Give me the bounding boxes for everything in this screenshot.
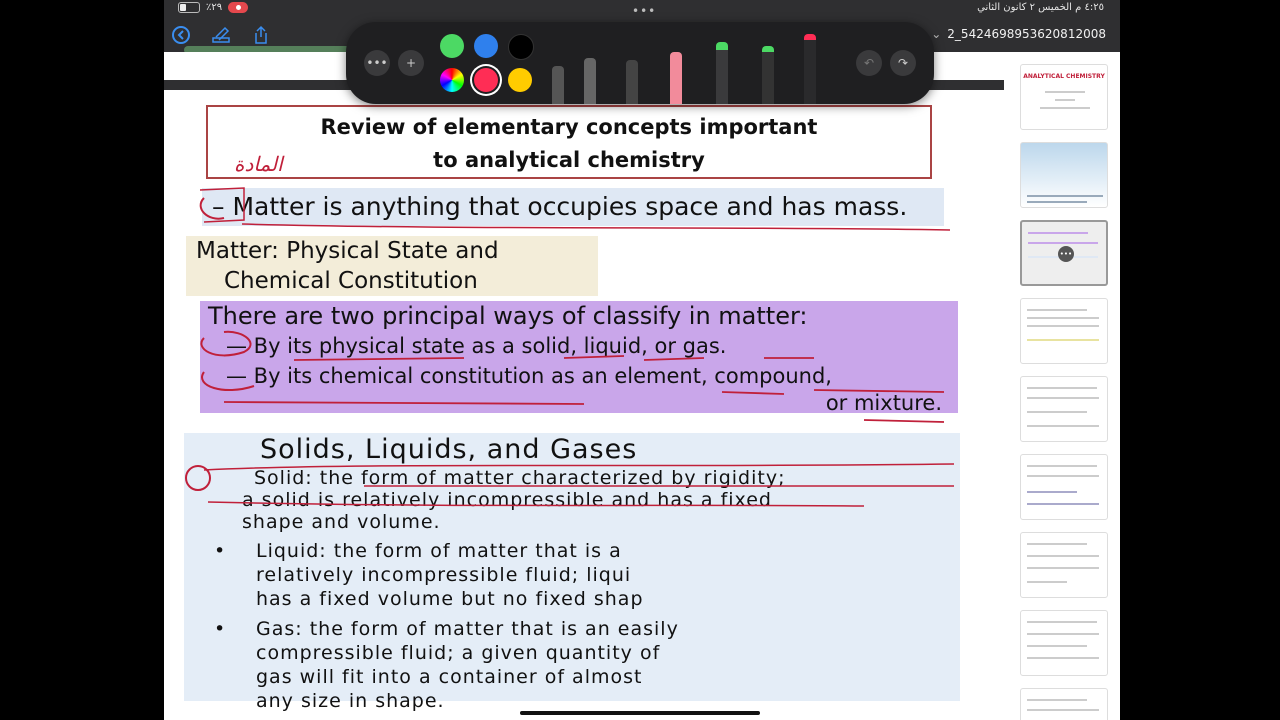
matter-definition: – Matter is anything that occupies space and has mass. [202, 188, 944, 226]
thumbnail-page-2[interactable] [1020, 142, 1108, 208]
classification-box [200, 301, 958, 413]
thumbnail-page-6[interactable] [1020, 454, 1108, 520]
handwritten-arabic-note: المادة [234, 152, 283, 176]
solid-line2: a solid is relatively incompressible and has a fixed [242, 489, 772, 511]
classify-item-chemical: — By its chemical constitution as an element, compound, [226, 364, 832, 388]
battery-icon [178, 2, 200, 13]
solid-line1: Solid: the form of matter characterized by rigidity; [254, 467, 786, 489]
file-name-text: 2_5424698953620812008 [947, 27, 1106, 41]
add-button[interactable]: + [398, 50, 424, 76]
classify-heading: There are two principal ways of classify in matter: [208, 302, 808, 330]
color-yellow-swatch[interactable] [508, 68, 532, 92]
states-heading: Solids, Liquids, and Gases [260, 434, 638, 465]
pen-toolbar [346, 22, 934, 104]
liquid-line3: has a fixed volume but no fixed shap [256, 588, 644, 610]
status-left [178, 2, 248, 13]
matter-heading-line2: Chemical Constitution [224, 268, 478, 294]
pdf-page[interactable] [164, 90, 1004, 720]
thumbnail-title: ANALYTICAL CHEMISTRY [1023, 73, 1105, 80]
slide-title [206, 105, 932, 179]
thumbnail-page-3[interactable] [1020, 220, 1108, 286]
thumbnail-page-4[interactable] [1020, 298, 1108, 364]
gas-line1: • Gas: the form of matter that is an easily [256, 618, 679, 640]
battery-percent: ٪٢٩ [206, 2, 223, 13]
thumbnail-more-icon[interactable]: ••• [1058, 246, 1074, 262]
share-icon[interactable] [250, 24, 272, 46]
states-of-matter-box [184, 433, 960, 712]
color-green-swatch[interactable] [440, 34, 464, 58]
color-wheel-icon[interactable] [440, 68, 464, 92]
liquid-line2: relatively incompressible fluid; liqui [256, 564, 632, 586]
thumbnail-page-8[interactable] [1020, 610, 1108, 676]
undo-icon[interactable]: ↶ [856, 50, 882, 76]
gas-definition [234, 617, 960, 713]
thumbnail-page-1[interactable] [1020, 64, 1108, 130]
pen-tool[interactable] [552, 66, 564, 104]
file-name[interactable] [931, 27, 1106, 41]
highlighter-tool[interactable] [716, 42, 728, 104]
classify-item-physical: — By its physical state as a solid, liquid, or gas. [226, 334, 727, 358]
color-black-swatch[interactable] [508, 34, 534, 60]
status-time-date: ٤:٢٥ م الخميس ٢ كانون الثاني [977, 2, 1104, 13]
liquid-line1: • Liquid: the form of matter that is a [256, 540, 622, 562]
color-red-swatch-selected[interactable] [474, 68, 498, 92]
multitask-dots[interactable]: ••• [632, 4, 657, 18]
chevron-down-icon[interactable]: ⌄ [931, 27, 942, 41]
back-icon[interactable] [170, 24, 192, 46]
fountain-pen-tool[interactable] [804, 34, 816, 104]
gas-line2: compressible fluid; a given quantity of [256, 642, 661, 664]
gas-line3: gas will fit into a container of almost [256, 666, 643, 688]
status-bar [164, 0, 1120, 16]
gas-line4: any size in shape. [256, 690, 445, 712]
matter-heading [186, 236, 598, 296]
slide-title-line1: Review of elementary concepts important [320, 115, 818, 139]
thumbnail-sidebar [1004, 52, 1120, 720]
matter-heading-line1: Matter: Physical State and [196, 238, 499, 264]
eraser-tool[interactable] [670, 52, 682, 104]
liquid-definition [234, 539, 960, 611]
doc-toolbar [170, 24, 272, 46]
solid-line3: shape and volume. [242, 511, 441, 533]
pencil-tool[interactable] [626, 60, 638, 104]
slide-title-line2: to analytical chemistry [433, 148, 705, 172]
ipad-screen [164, 0, 1120, 720]
monoline-tool[interactable] [584, 58, 596, 104]
recording-icon [228, 2, 248, 13]
classify-item-chemical-cont: or mixture. [825, 391, 942, 415]
color-blue-swatch[interactable] [474, 34, 498, 58]
thumbnail-page-9[interactable] [1020, 688, 1108, 720]
marker-tool[interactable] [762, 46, 774, 104]
redo-icon[interactable]: ↷ [890, 50, 916, 76]
more-button[interactable]: ••• [364, 50, 390, 76]
solid-definition [234, 467, 960, 533]
thumbnail-page-7[interactable] [1020, 532, 1108, 598]
home-indicator[interactable] [520, 711, 760, 715]
thumbnail-page-5[interactable] [1020, 376, 1108, 442]
pencil-icon[interactable] [210, 24, 232, 46]
